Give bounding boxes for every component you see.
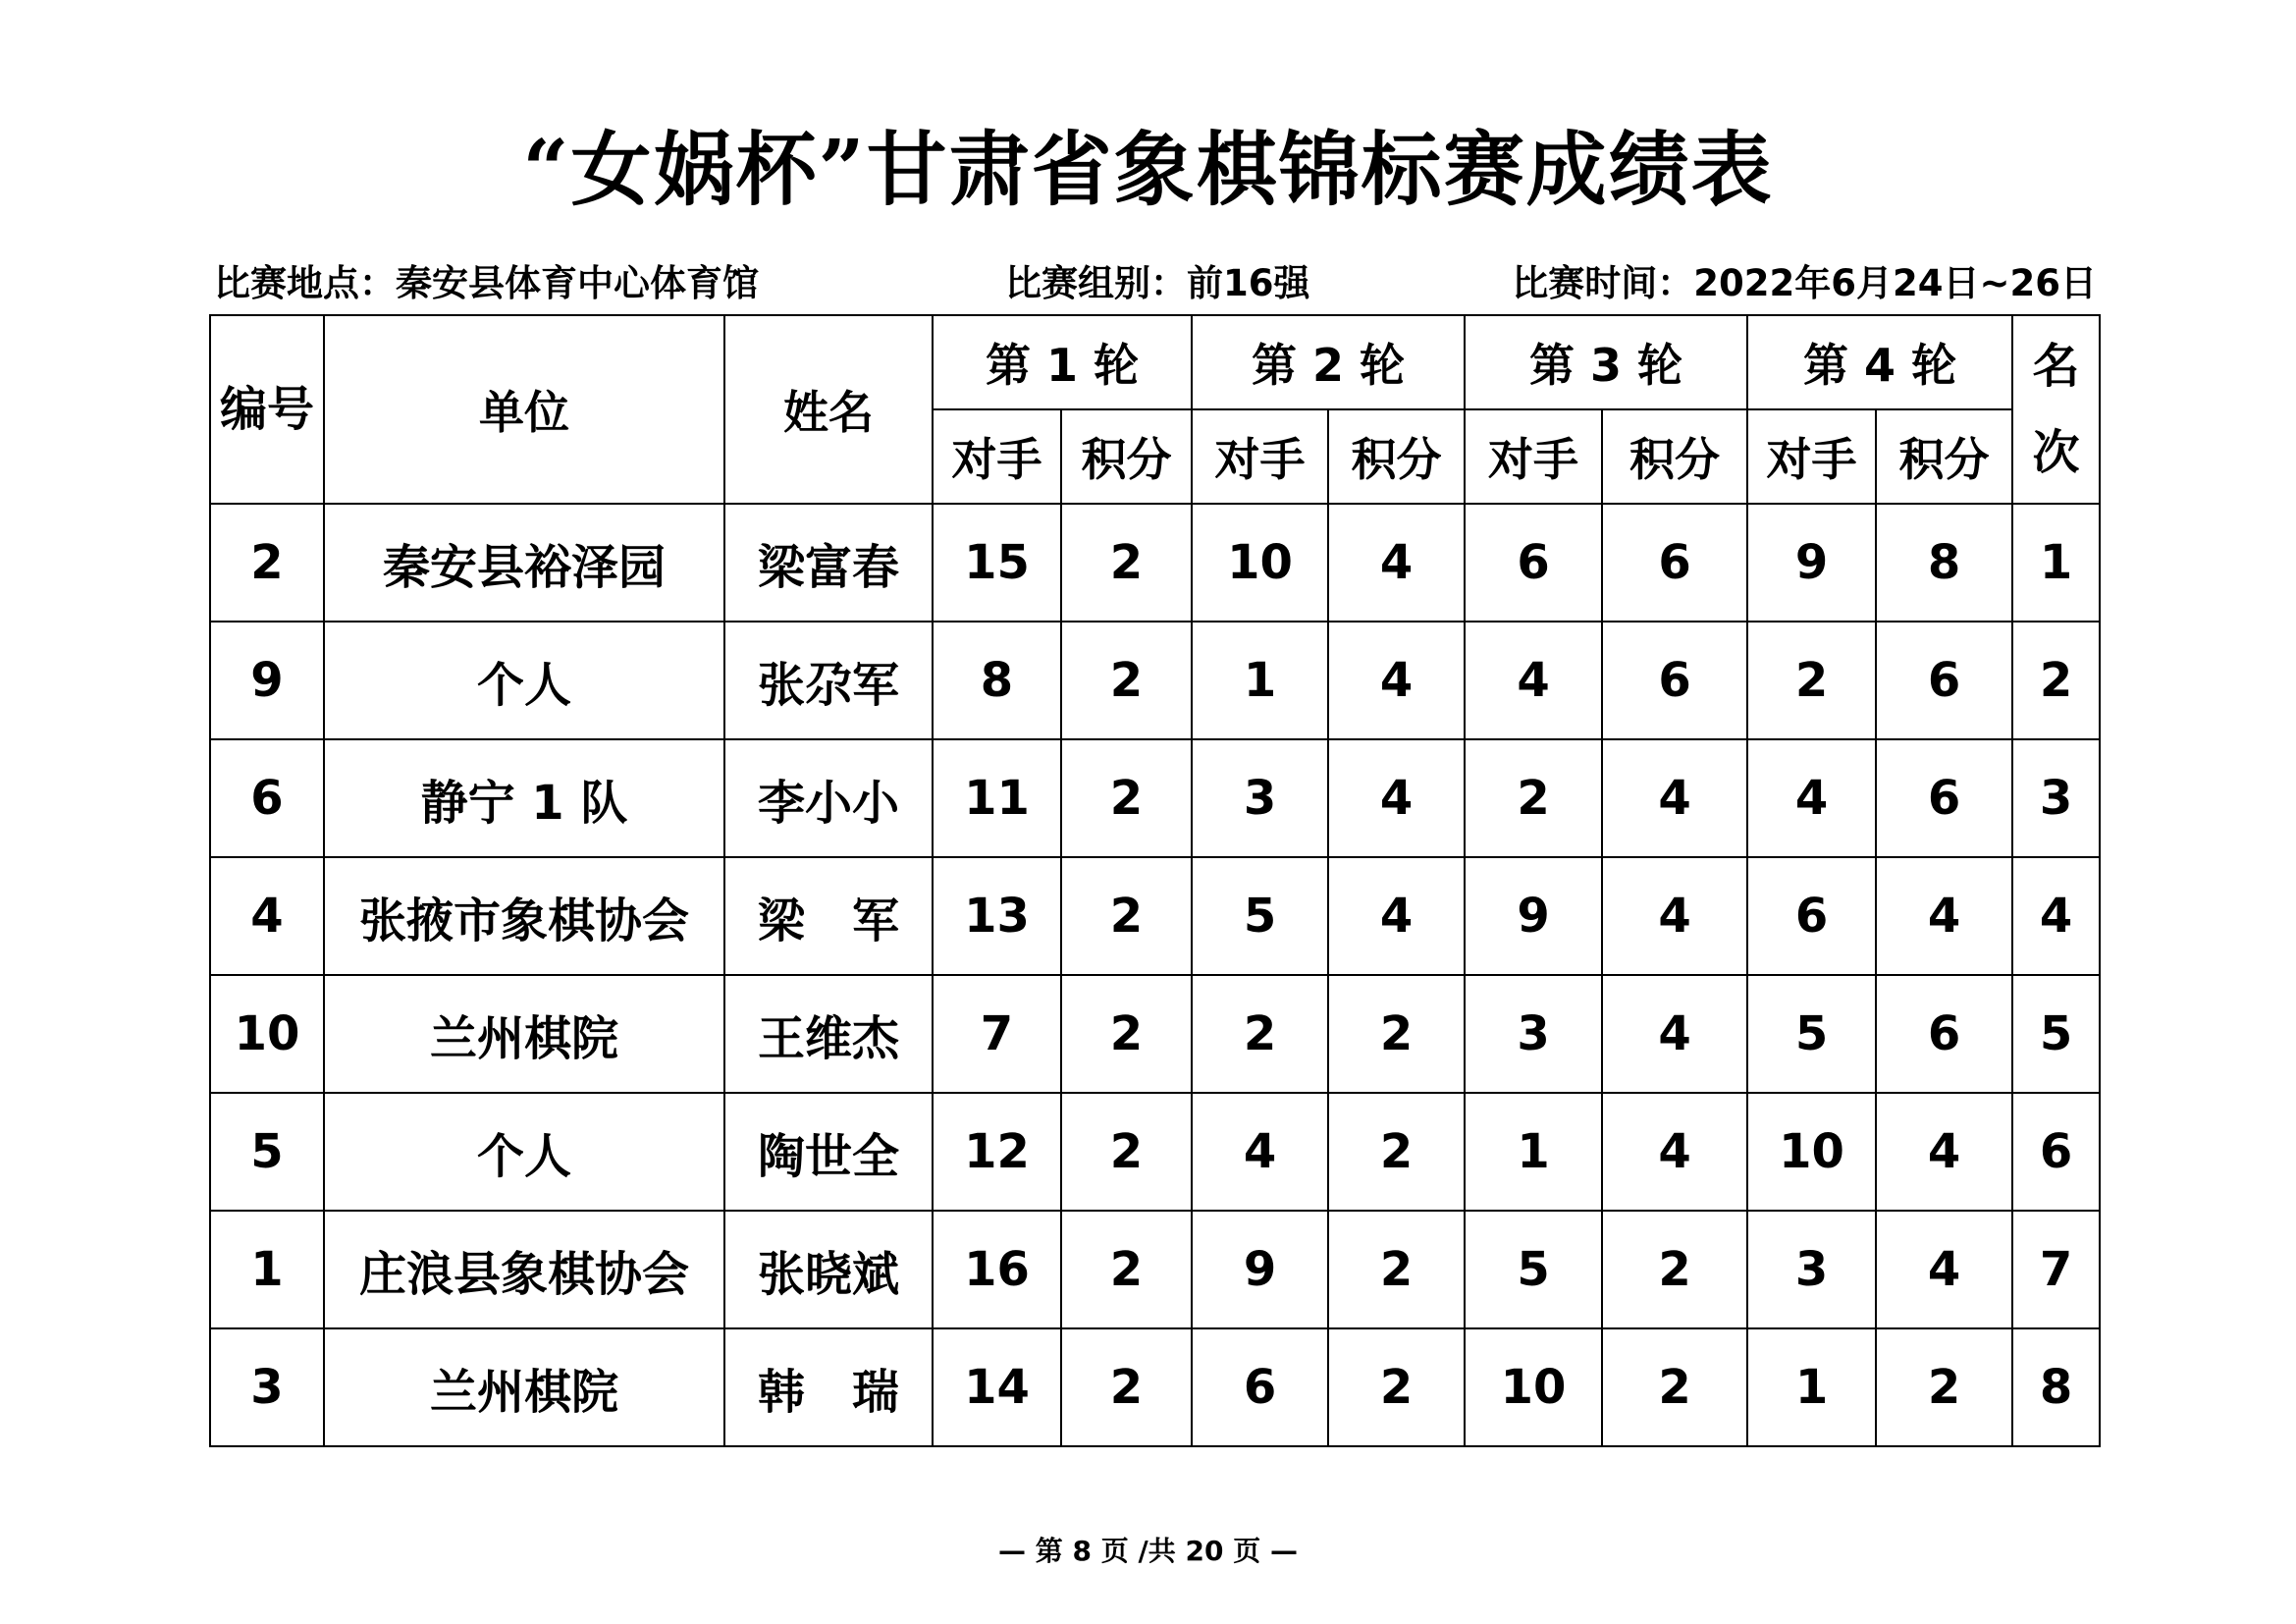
cell-r2-opponent: 6	[1192, 1328, 1328, 1446]
cell-r1-opponent: 8	[933, 622, 1061, 739]
match-group: 比赛组别：前16强	[1005, 262, 1310, 304]
cell-r2-opponent: 4	[1192, 1093, 1328, 1211]
cell-number: 6	[210, 739, 324, 857]
cell-r1-score: 2	[1061, 739, 1192, 857]
cell-r2-score: 4	[1328, 622, 1465, 739]
cell-unit: 静宁 1 队	[324, 739, 724, 857]
cell-rank: 5	[2012, 975, 2100, 1093]
cell-r1-opponent: 11	[933, 739, 1061, 857]
cell-number: 5	[210, 1093, 324, 1211]
header-round-1: 第 1 轮	[933, 315, 1192, 409]
cell-name: 韩 瑞	[724, 1328, 933, 1446]
cell-r1-score: 2	[1061, 975, 1192, 1093]
cell-unit: 个人	[324, 622, 724, 739]
cell-r1-score: 2	[1061, 504, 1192, 622]
header-row-top	[210, 315, 2100, 409]
cell-r4-opponent: 4	[1747, 739, 1876, 857]
cell-r3-score: 4	[1602, 975, 1747, 1093]
cell-r4-score: 8	[1876, 504, 2012, 622]
cell-r4-opponent: 1	[1747, 1328, 1876, 1446]
cell-r4-score: 2	[1876, 1328, 2012, 1446]
cell-name: 李小小	[724, 739, 933, 857]
cell-r1-opponent: 7	[933, 975, 1061, 1093]
cell-r2-opponent: 10	[1192, 504, 1328, 622]
header-round-4: 第 4 轮	[1747, 315, 2012, 409]
cell-number: 2	[210, 504, 324, 622]
cell-r2-score: 4	[1328, 857, 1465, 975]
cell-r3-opponent: 1	[1465, 1093, 1602, 1211]
cell-r1-opponent: 15	[933, 504, 1061, 622]
cell-rank: 1	[2012, 504, 2100, 622]
match-location: 比赛地点：秦安县体育中心体育馆	[214, 262, 759, 304]
cell-r4-score: 6	[1876, 622, 2012, 739]
table-row	[210, 739, 2100, 857]
cell-name: 王维杰	[724, 975, 933, 1093]
cell-r3-score: 2	[1602, 1211, 1747, 1328]
cell-name: 张晓斌	[724, 1211, 933, 1328]
cell-r4-score: 6	[1876, 739, 2012, 857]
cell-r3-opponent: 4	[1465, 622, 1602, 739]
cell-number: 1	[210, 1211, 324, 1328]
cell-r4-opponent: 9	[1747, 504, 1876, 622]
cell-rank: 7	[2012, 1211, 2100, 1328]
cell-name: 梁 军	[724, 857, 933, 975]
cell-unit: 秦安县裕泽园	[324, 504, 724, 622]
table-row	[210, 1211, 2100, 1328]
cell-r2-opponent: 5	[1192, 857, 1328, 975]
cell-name: 梁富春	[724, 504, 933, 622]
cell-r1-score: 2	[1061, 1211, 1192, 1328]
header-r2-score: 积分	[1328, 409, 1465, 504]
table-row	[210, 622, 2100, 739]
cell-unit: 庄浪县象棋协会	[324, 1211, 724, 1328]
header-round-3: 第 3 轮	[1465, 315, 1747, 409]
cell-r3-opponent: 5	[1465, 1211, 1602, 1328]
cell-number: 3	[210, 1328, 324, 1446]
cell-r4-score: 4	[1876, 1093, 2012, 1211]
cell-r4-score: 4	[1876, 1211, 2012, 1328]
cell-r3-score: 6	[1602, 504, 1747, 622]
header-unit: 单位	[324, 315, 724, 504]
table-row	[210, 857, 2100, 975]
cell-r4-opponent: 3	[1747, 1211, 1876, 1328]
header-number: 编号	[210, 315, 324, 504]
header-r4-opponent: 对手	[1747, 409, 1876, 504]
cell-r3-score: 6	[1602, 622, 1747, 739]
page-footer: — 第 8 页 /共 20 页 —	[998, 1535, 1298, 1567]
table-row	[210, 504, 2100, 622]
header-name: 姓名	[724, 315, 933, 504]
cell-r2-score: 2	[1328, 975, 1465, 1093]
cell-r4-opponent: 6	[1747, 857, 1876, 975]
cell-r3-opponent: 6	[1465, 504, 1602, 622]
cell-r2-opponent: 1	[1192, 622, 1328, 739]
match-time: 比赛时间：2022年6月24日~26日	[1512, 262, 2097, 304]
results-table	[209, 314, 2101, 1447]
header-r1-opponent: 对手	[933, 409, 1061, 504]
cell-number: 9	[210, 622, 324, 739]
page-title: “女娲杯”甘肃省象棋锦标赛成绩表	[522, 123, 1774, 217]
header-r2-opponent: 对手	[1192, 409, 1328, 504]
cell-r3-score: 4	[1602, 857, 1747, 975]
cell-rank: 8	[2012, 1328, 2100, 1446]
table-body	[210, 504, 2100, 1446]
cell-rank: 4	[2012, 857, 2100, 975]
header-r1-score: 积分	[1061, 409, 1192, 504]
cell-r2-opponent: 2	[1192, 975, 1328, 1093]
cell-r2-score: 2	[1328, 1328, 1465, 1446]
header-r3-score: 积分	[1602, 409, 1747, 504]
header-round-2: 第 2 轮	[1192, 315, 1465, 409]
cell-r1-opponent: 12	[933, 1093, 1061, 1211]
cell-r1-score: 2	[1061, 1093, 1192, 1211]
cell-r4-opponent: 2	[1747, 622, 1876, 739]
cell-unit: 张掖市象棋协会	[324, 857, 724, 975]
table-row	[210, 1093, 2100, 1211]
cell-r2-score: 2	[1328, 1211, 1465, 1328]
table-row	[210, 975, 2100, 1093]
cell-r1-opponent: 13	[933, 857, 1061, 975]
cell-rank: 2	[2012, 622, 2100, 739]
cell-rank: 3	[2012, 739, 2100, 857]
cell-r3-score: 2	[1602, 1328, 1747, 1446]
cell-r3-opponent: 9	[1465, 857, 1602, 975]
cell-r3-score: 4	[1602, 1093, 1747, 1211]
cell-r4-opponent: 10	[1747, 1093, 1876, 1211]
cell-r2-score: 2	[1328, 1093, 1465, 1211]
cell-name: 张尕军	[724, 622, 933, 739]
cell-r3-opponent: 2	[1465, 739, 1602, 857]
cell-r2-score: 4	[1328, 739, 1465, 857]
header-r3-opponent: 对手	[1465, 409, 1602, 504]
cell-r3-opponent: 10	[1465, 1328, 1602, 1446]
cell-r2-score: 4	[1328, 504, 1465, 622]
cell-r1-opponent: 14	[933, 1328, 1061, 1446]
cell-unit: 个人	[324, 1093, 724, 1211]
header-r4-score: 积分	[1876, 409, 2012, 504]
cell-number: 4	[210, 857, 324, 975]
cell-r1-score: 2	[1061, 622, 1192, 739]
header-rank: 名次	[2012, 315, 2100, 504]
cell-r2-opponent: 3	[1192, 739, 1328, 857]
cell-r4-score: 6	[1876, 975, 2012, 1093]
cell-r1-score: 2	[1061, 1328, 1192, 1446]
cell-number: 10	[210, 975, 324, 1093]
cell-rank: 6	[2012, 1093, 2100, 1211]
cell-unit: 兰州棋院	[324, 975, 724, 1093]
cell-r4-score: 4	[1876, 857, 2012, 975]
cell-r1-opponent: 16	[933, 1211, 1061, 1328]
cell-r3-opponent: 3	[1465, 975, 1602, 1093]
cell-r4-opponent: 5	[1747, 975, 1876, 1093]
table-row	[210, 1328, 2100, 1446]
cell-r3-score: 4	[1602, 739, 1747, 857]
cell-unit: 兰州棋院	[324, 1328, 724, 1446]
cell-r2-opponent: 9	[1192, 1211, 1328, 1328]
table-header	[210, 315, 2100, 504]
cell-name: 陶世全	[724, 1093, 933, 1211]
cell-r1-score: 2	[1061, 857, 1192, 975]
